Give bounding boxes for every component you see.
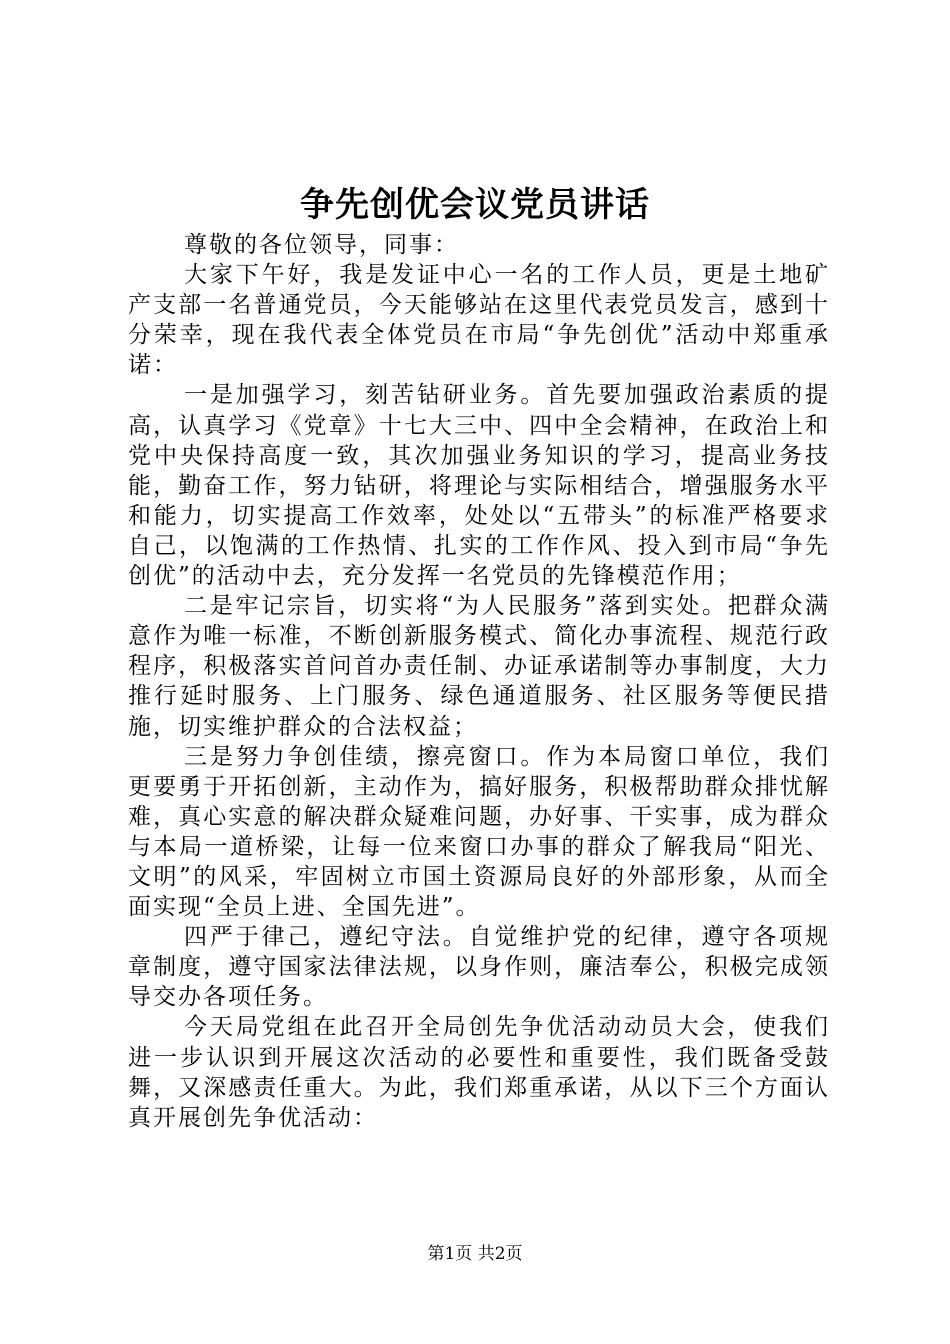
document-title: 争先创优会议党员讲话 — [300, 185, 650, 225]
pledge-one-paragraph: 一是加强学习，刻苦钻研业务。首先要加强政治素质的提高，认真学习《党章》十七大三中、四中全会精神，在政治上和党中央保持高度一致，其次加强业务知识的学习，提高业务技能，勤奋工作，努力钻研，将理论与实际相结合，增强服务水平和能力，切实提高工作效率，处处以“五带头”的标准严格要求自己，以饱满的工作热情、扎实的工作作风、投入到市局“争先创优”的活动中去，充分发挥一名党员的先锋模范作用； — [128, 382, 830, 590]
pledge-four-paragraph: 四严于律己，遵纪守法。自觉维护党的纪律，遵守各项规章制度，遵守国家法律法规，以身作则，廉洁奉公，积极完成领导交办各项任务。 — [128, 924, 830, 1011]
pledge-three-paragraph: 三是努力争创佳绩，擦亮窗口。作为本局窗口单位，我们更要勇于开拓创新，主动作为，搞好服务，积极帮助群众排忧解难，真心实意的解决群众疑难问题，办好事、干实事，成为群众与本局一道桥梁，让每一位来窗口办事的群众了解我局“阳光、文明”的风采，牢固树立市国土资源局良好的外部形象，从而全面实现“全员上进、全国先进”。 — [128, 743, 830, 921]
salutation-paragraph: 尊敬的各位领导，同事： — [184, 232, 459, 258]
pledge-two-paragraph: 二是牢记宗旨，切实将“为人民服务”落到实处。把群众满意作为唯一标准，不断创新服务模式、简化办事流程、规范行政程序，积极落实首问首办责任制、办证承诺制等办事制度，大力推行延时服务、上门服务、绿色通道服务、社区服务等便民措施，切实维护群众的合法权益； — [128, 593, 830, 740]
document-body — [128, 230, 830, 1133]
opening-paragraph: 大家下午好，我是发证中心一名的工作人员，更是土地矿产支部一名普通党员，今天能够站在这里代表党员发言，感到十分荣幸，现在我代表全体党员在市局“争先创优”活动中郑重承诺： — [128, 262, 830, 379]
page-number-footer: 第1页 共2页 — [427, 1244, 523, 1264]
closing-paragraph: 今天局党组在此召开全局创先争优活动动员大会，使我们进一步认识到开展这次活动的必要性和重要性，我们既备受鼓舞，又深感责任重大。为此，我们郑重承诺，从以下三个方面认真开展创先争优活动： — [128, 1014, 830, 1131]
